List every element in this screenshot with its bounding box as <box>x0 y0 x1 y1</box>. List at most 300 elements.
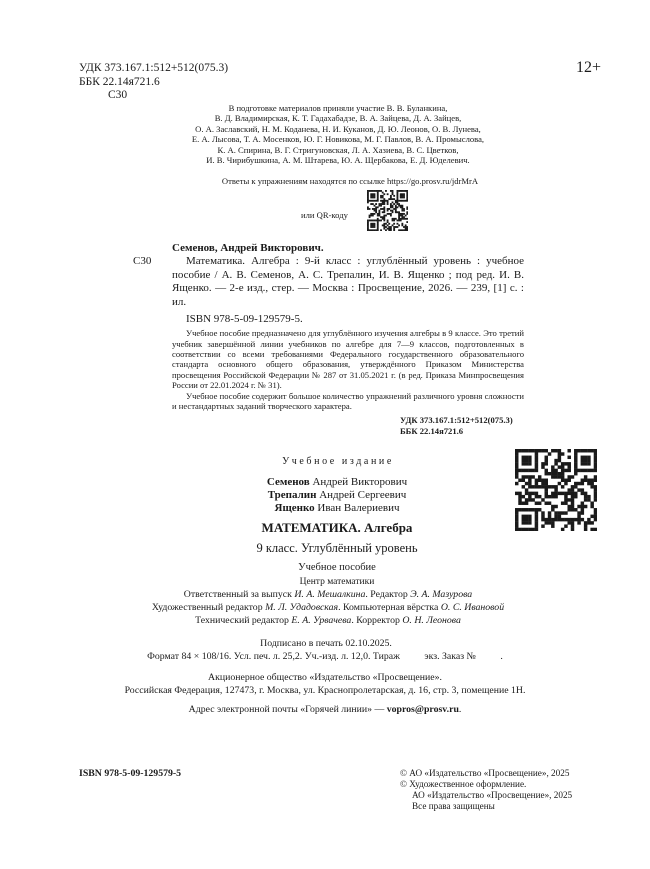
qr-module <box>545 495 548 498</box>
qr-module <box>515 512 518 515</box>
qr-module <box>525 515 528 518</box>
qr-module <box>380 196 382 198</box>
qr-module <box>383 216 385 218</box>
qr-module <box>383 203 385 205</box>
qr-module <box>406 190 408 192</box>
qr-module <box>382 201 384 203</box>
qr-module <box>370 229 372 231</box>
qr-module <box>395 209 397 211</box>
qr-module <box>515 525 518 528</box>
qr-module <box>403 196 405 198</box>
qr-module <box>397 206 399 208</box>
qr-module <box>380 216 382 218</box>
qr-module <box>385 214 387 216</box>
qr-module <box>374 193 376 195</box>
qr-module <box>538 449 541 452</box>
qr-module <box>515 515 518 518</box>
qr-module <box>372 196 374 198</box>
print-format: Формат 84 × 108/16. Усл. печ. л. 25,2. Уч.-изд. л. 12,0. Тираж экз. Заказ № . <box>147 651 503 663</box>
qr-module <box>375 206 377 208</box>
qr-module <box>370 224 372 226</box>
qr-module <box>551 525 554 528</box>
qr-module <box>380 229 382 231</box>
qr-module <box>564 499 567 502</box>
qr-module <box>392 219 394 221</box>
qr-module <box>528 479 531 482</box>
qr-module <box>367 208 369 210</box>
qr-module <box>393 195 395 197</box>
qr-module <box>531 469 534 472</box>
qr-module <box>577 515 580 518</box>
qr-module <box>554 476 557 479</box>
footer-isbn: ISBN 978-5-09-129579-5 <box>79 768 182 780</box>
qr-module <box>378 219 380 221</box>
qr-module <box>377 221 379 223</box>
qr-module <box>541 486 544 489</box>
qr-module <box>387 208 389 210</box>
qr-module <box>377 199 379 201</box>
publisher-name: Акционерное общество «Издательство «Просвещение». <box>208 672 442 684</box>
qr-module <box>594 499 597 502</box>
qr-module <box>561 486 564 489</box>
contributors <box>0 103 650 167</box>
qr-module <box>518 449 521 452</box>
qr-module <box>403 199 405 201</box>
qr-module <box>590 522 593 525</box>
qr-module <box>545 522 548 525</box>
qr-module <box>548 495 551 498</box>
copyright-block <box>400 768 572 812</box>
qr-module <box>577 489 580 492</box>
qr-module <box>403 218 405 220</box>
qr-module <box>406 206 408 208</box>
qr-module <box>518 502 521 505</box>
qr-module <box>515 459 518 462</box>
answers-qr-code[interactable] <box>367 190 408 231</box>
qr-module <box>567 499 570 502</box>
qr-module <box>584 459 587 462</box>
qr-module <box>525 509 528 512</box>
qr-module <box>574 469 577 472</box>
qr-module <box>581 469 584 472</box>
qr-module <box>594 486 597 489</box>
qr-module <box>375 209 377 211</box>
qr-module <box>515 509 518 512</box>
qr-module <box>518 469 521 472</box>
qr-module <box>574 486 577 489</box>
qr-module <box>587 469 590 472</box>
qr-module <box>382 199 384 201</box>
copyright-line: © Художественное оформление. <box>400 779 527 790</box>
qr-module <box>382 224 384 226</box>
qr-module <box>383 206 385 208</box>
qr-module <box>380 219 382 221</box>
qr-module <box>515 492 518 495</box>
qr-module <box>369 199 371 201</box>
qr-module <box>400 206 402 208</box>
qr-module <box>518 479 521 482</box>
qr-module <box>367 221 369 223</box>
qr-module <box>548 486 551 489</box>
qr-module <box>372 229 374 231</box>
qr-module <box>374 190 376 192</box>
qr-module <box>518 492 521 495</box>
qr-module <box>571 522 574 525</box>
qr-module <box>522 495 525 498</box>
qr-module <box>535 456 538 459</box>
qr-module <box>535 512 538 515</box>
qr-module <box>554 469 557 472</box>
qr-module <box>554 449 557 452</box>
qr-module <box>558 476 561 479</box>
qr-module <box>405 226 407 228</box>
qr-module <box>397 199 399 201</box>
qr-module <box>535 482 538 485</box>
qr-module <box>372 213 374 215</box>
qr-module <box>577 505 580 508</box>
qr-module <box>367 196 369 198</box>
qr-module <box>561 476 564 479</box>
qr-module <box>372 214 374 216</box>
qr-module <box>518 509 521 512</box>
qr-module <box>590 486 593 489</box>
qr-module <box>515 482 518 485</box>
qr-module <box>584 528 587 531</box>
qr-module <box>398 213 400 215</box>
qr-module <box>554 495 557 498</box>
qr-module <box>387 213 389 215</box>
qr-module <box>400 214 402 216</box>
qr-module <box>393 226 395 228</box>
qr-module <box>584 456 587 459</box>
qr-module <box>525 492 528 495</box>
qr-module <box>400 193 402 195</box>
qr-module <box>392 190 394 192</box>
qr-module <box>515 518 518 521</box>
qr-module <box>385 190 387 192</box>
print-signed: Подписано в печать 02.10.2025. <box>260 638 392 650</box>
qr-module <box>383 208 385 210</box>
qr-module <box>377 196 379 198</box>
bib-isbn: ISBN 978-5-09-129579-5. <box>186 312 303 325</box>
qr-module <box>567 492 570 495</box>
qr-module <box>522 479 525 482</box>
qr-module <box>541 482 544 485</box>
qr-module <box>390 227 392 229</box>
qr-module <box>581 479 584 482</box>
qr-module <box>574 453 577 456</box>
qr-module <box>377 190 379 192</box>
qr-module <box>528 495 531 498</box>
qr-module <box>382 216 384 218</box>
qr-module <box>400 195 402 197</box>
qr-module <box>374 209 376 211</box>
qr-module <box>545 479 548 482</box>
qr-module <box>541 499 544 502</box>
qr-module <box>594 456 597 459</box>
qr-module <box>545 463 548 466</box>
qr-module <box>375 199 377 201</box>
qr-module <box>380 204 382 206</box>
qr-module <box>567 522 570 525</box>
qr-module <box>584 495 587 498</box>
credits-line: Художественный редактор М. Л. Удадовская. Компьютерная вёрстка О. С. Ивановой <box>151 602 505 614</box>
qr-module <box>367 193 369 195</box>
qr-module <box>564 495 567 498</box>
qr-module <box>545 489 548 492</box>
qr-module <box>383 219 385 221</box>
udk-right: УДК 373.167.1:512+512(075.3) <box>400 415 513 426</box>
qr-module <box>531 492 534 495</box>
qr-module <box>525 476 528 479</box>
qr-module <box>531 499 534 502</box>
qr-module <box>377 219 379 221</box>
qr-module <box>398 216 400 218</box>
qr-module <box>567 509 570 512</box>
qr-module <box>571 495 574 498</box>
qr-module <box>522 449 525 452</box>
qr-module <box>369 219 371 221</box>
qr-module <box>374 208 376 210</box>
qr-module <box>535 522 538 525</box>
qr-module <box>531 509 534 512</box>
qr-module <box>522 469 525 472</box>
qr-module <box>551 449 554 452</box>
qr-module <box>548 515 551 518</box>
qr-module <box>551 509 554 512</box>
qr-module <box>377 213 379 215</box>
qr-module <box>403 195 405 197</box>
qr-module <box>375 229 377 231</box>
qr-module <box>397 190 399 192</box>
qr-module <box>574 518 577 521</box>
qr-module <box>401 195 403 197</box>
qr-module <box>594 515 597 518</box>
qr-module <box>390 213 392 215</box>
qr-module <box>535 518 538 521</box>
qr-module <box>395 226 397 228</box>
qr-module <box>378 209 380 211</box>
qr-module <box>378 211 380 213</box>
qr-module <box>388 222 390 224</box>
qr-module <box>587 479 590 482</box>
qr-module <box>383 199 385 201</box>
qr-module <box>535 492 538 495</box>
qr-module <box>398 214 400 216</box>
qr-module <box>561 492 564 495</box>
qr-module <box>372 195 374 197</box>
qr-module <box>564 479 567 482</box>
qr-module <box>554 463 557 466</box>
qr-module <box>398 211 400 213</box>
qr-module <box>374 224 376 226</box>
qr-module <box>581 502 584 505</box>
qr-module <box>400 229 402 231</box>
qr-module <box>406 198 408 200</box>
qr-module <box>387 199 389 201</box>
qr-module <box>374 204 376 206</box>
qr-module <box>377 222 379 224</box>
qr-module <box>398 199 400 201</box>
qr-module <box>525 469 528 472</box>
qr-module <box>541 466 544 469</box>
qr-module <box>558 466 561 469</box>
qr-module <box>584 469 587 472</box>
qr-module <box>567 489 570 492</box>
qr-module <box>405 224 407 226</box>
qr-module <box>383 198 385 200</box>
qr-module <box>401 190 403 192</box>
qr-module <box>561 463 564 466</box>
qr-module <box>382 218 384 220</box>
qr-module <box>377 218 379 220</box>
qr-module <box>406 208 408 210</box>
qr-module <box>370 199 372 201</box>
qr-module <box>393 198 395 200</box>
qr-module <box>401 204 403 206</box>
qr-module <box>558 515 561 518</box>
qr-module <box>406 226 408 228</box>
qr-module <box>587 459 590 462</box>
qr-module <box>581 459 584 462</box>
qr-module <box>406 199 408 201</box>
qr-module <box>380 190 382 192</box>
qr-module <box>390 196 392 198</box>
qr-module <box>571 476 574 479</box>
qr-module <box>370 226 372 228</box>
qr-module <box>538 486 541 489</box>
qr-module <box>590 482 593 485</box>
qr-module <box>571 489 574 492</box>
qr-module <box>382 208 384 210</box>
qr-module <box>577 469 580 472</box>
annotation-paragraph: Учебное пособие предназначено для углублённого изучения алгебры в 9 классе. Это третий учебник завершённой линии учебников по алгебре для 7—9 классов, подготовленных в соответствии со всеми требованиями Федерального государственного образовательного стандарта основного общего образования, утверждённого Приказом Министерства просвещения Российской Федерации № 287 от 31.05.2021 г. (в ред. Приказа Минпросвещения России от 22.01.2024 г. № 31). <box>172 328 524 391</box>
qr-module <box>367 224 369 226</box>
qr-module <box>518 528 521 531</box>
qr-module <box>372 224 374 226</box>
qr-module <box>397 191 399 193</box>
qr-module <box>393 208 395 210</box>
qr-module <box>590 505 593 508</box>
qr-module <box>528 492 531 495</box>
qr-module <box>545 492 548 495</box>
qr-module <box>577 512 580 515</box>
qr-module <box>383 218 385 220</box>
qr-module <box>387 227 389 229</box>
qr-module <box>571 528 574 531</box>
qr-module <box>548 512 551 515</box>
qr-module <box>528 522 531 525</box>
qr-module <box>558 456 561 459</box>
qr-module <box>554 505 557 508</box>
qr-module <box>581 505 584 508</box>
qr-module <box>558 459 561 462</box>
qr-module <box>515 463 518 466</box>
qr-module <box>564 463 567 466</box>
qr-module <box>398 203 400 205</box>
qr-module <box>594 492 597 495</box>
qr-module <box>584 449 587 452</box>
qr-module <box>594 476 597 479</box>
qr-module <box>574 495 577 498</box>
qr-module <box>587 499 590 502</box>
credits-line: Ответственный за выпуск И. А. Мешалкина. Редактор Э. А. Мазурова <box>183 589 473 601</box>
qr-module <box>398 219 400 221</box>
qr-module <box>377 229 379 231</box>
qr-module <box>385 222 387 224</box>
qr-module <box>548 502 551 505</box>
qr-module <box>545 472 548 475</box>
edition-qr-code[interactable] <box>515 449 597 531</box>
qr-module <box>392 218 394 220</box>
qr-module <box>538 479 541 482</box>
qr-module <box>554 486 557 489</box>
qr-module <box>541 463 544 466</box>
qr-module <box>535 525 538 528</box>
qr-module <box>401 208 403 210</box>
credits-line: Технический редактор Е. А. Урвачева. Корректор О. Н. Леонова <box>195 614 461 626</box>
qr-module <box>577 522 580 525</box>
qr-module <box>567 479 570 482</box>
qr-module <box>398 229 400 231</box>
qr-module <box>401 214 403 216</box>
qr-module <box>561 512 564 515</box>
qr-module <box>390 204 392 206</box>
qr-module <box>406 221 408 223</box>
qr-module <box>380 208 382 210</box>
qr-module <box>554 459 557 462</box>
qr-module <box>390 198 392 200</box>
qr-module <box>567 518 570 521</box>
qr-module <box>377 224 379 226</box>
qr-module <box>515 469 518 472</box>
qr-module <box>405 199 407 201</box>
qr-module <box>554 518 557 521</box>
qr-module <box>400 196 402 198</box>
qr-module <box>528 456 531 459</box>
qr-module <box>405 218 407 220</box>
qr-module <box>392 206 394 208</box>
qr-module <box>406 191 408 193</box>
qr-module <box>405 229 407 231</box>
qr-module <box>577 482 580 485</box>
annotation <box>172 328 524 411</box>
qr-module <box>587 449 590 452</box>
qr-module <box>388 198 390 200</box>
qr-module <box>545 456 548 459</box>
email-link[interactable]: vopros@prosv.ru <box>386 704 459 716</box>
qr-module <box>515 476 518 479</box>
qr-module <box>545 459 548 462</box>
qr-module <box>388 227 390 229</box>
qr-module <box>378 190 380 192</box>
qr-module <box>370 213 372 215</box>
answers-link-text[interactable]: Ответы к упражнениям находятся по ссылке https://go.prosv.ru/jdrMrA <box>221 176 479 187</box>
qr-module <box>558 449 561 452</box>
qr-module <box>367 226 369 228</box>
qr-module <box>535 486 538 489</box>
qr-module <box>525 482 528 485</box>
qr-module <box>584 505 587 508</box>
edition-author: Ященко Иван Валериевич <box>274 502 400 515</box>
answers-qr-row <box>0 190 650 234</box>
qr-module <box>378 213 380 215</box>
qr-module <box>522 509 525 512</box>
qr-module <box>395 201 397 203</box>
qr-module <box>567 466 570 469</box>
qr-module <box>392 224 394 226</box>
qr-module <box>567 476 570 479</box>
